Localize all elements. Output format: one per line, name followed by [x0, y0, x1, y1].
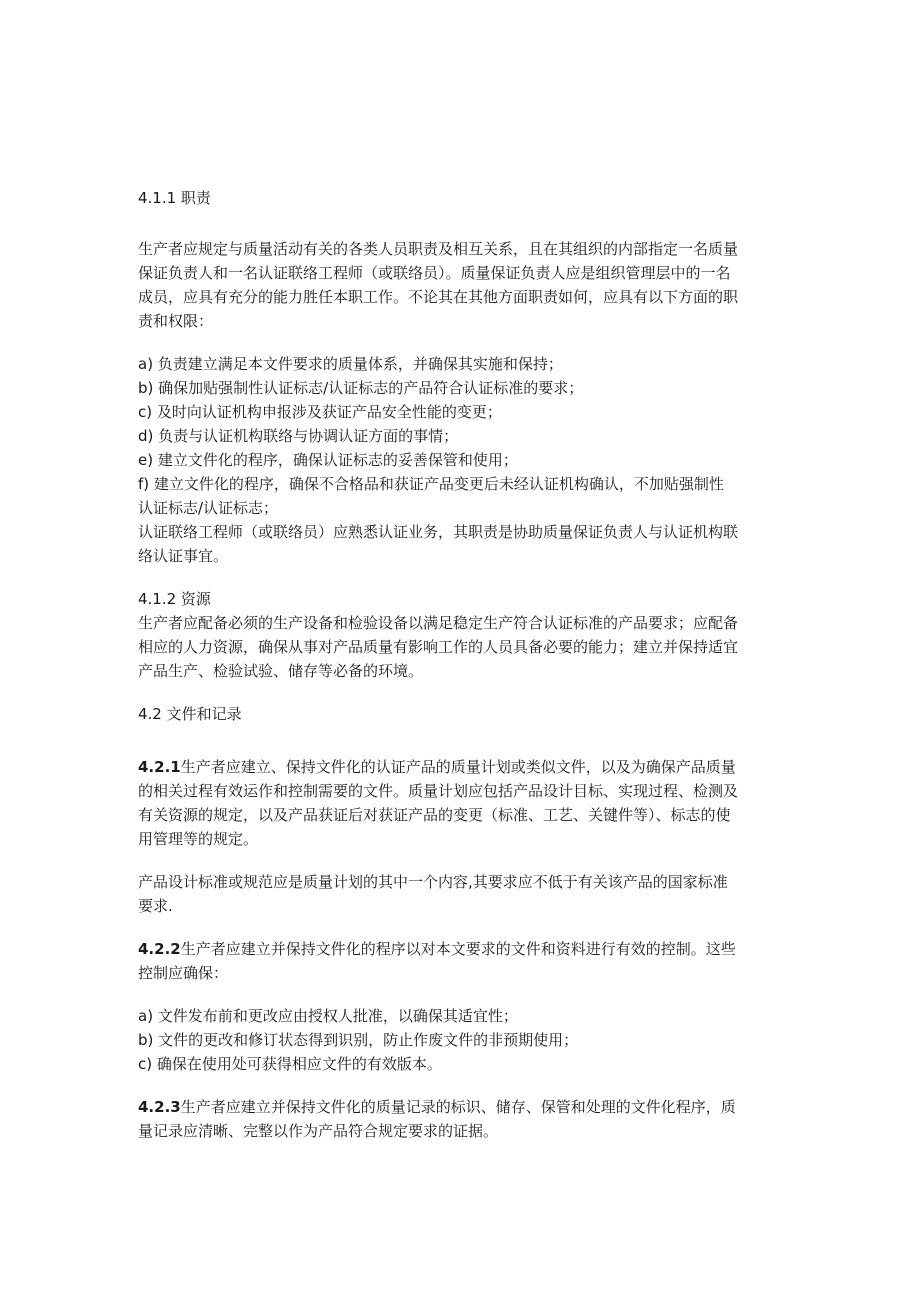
list-item: b) 文件的更改和修订状态得到识别，防止作废文件的非预期使用；: [138, 1031, 579, 1049]
paragraph-line: 产品设计标准或规范应是质量计划的其中一个内容,其要求应不低于有关该产品的国家标准: [138, 873, 728, 891]
clause-number-4-2-2: 4.2.2: [138, 940, 181, 958]
paragraph-line: 有关资源的规定，以及产品获证后对获证产品的变更（标准、工艺、关键件等）、标志的使: [138, 806, 731, 824]
list-item: c) 确保在使用处可获得相应文件的有效版本。: [138, 1055, 442, 1073]
paragraph-line: 生产者应配备必须的生产设备和检验设备以满足稳定生产符合认证标准的产品要求；应配备: [138, 614, 739, 632]
list-item: c) 及时向认证机构申报涉及获证产品安全性能的变更；: [138, 403, 502, 421]
paragraph-text: 生产者应建立并保持文件化的质量记录的标识、储存、保管和处理的文件化程序，质: [180, 1098, 736, 1116]
clause-number-4-2-3: 4.2.3: [138, 1098, 181, 1116]
paragraph-line: 的相关过程有效运作和控制需要的文件。质量计划应包括产品设计目标、实现过程、检测及: [138, 782, 739, 800]
paragraph-line: 认证联络工程师（或联络员）应熟悉认证业务，其职责是协助质量保证负责人与认证机构联: [138, 523, 739, 541]
document-body: [138, 186, 788, 1143]
section-heading-4-2: 4.2 文件和记录: [138, 705, 242, 723]
paragraph-line: 生产者应规定与质量活动有关的各类人员职责及相互关系，且在其组织的内部指定一名质量: [138, 240, 739, 258]
list-item: d) 负责与认证机构联络与协调认证方面的事情；: [138, 427, 459, 445]
section-heading-4-1-1: 4.1.1 职责: [138, 189, 211, 207]
list-item: a) 文件发布前和更改应由授权人批准，以确保其适宜性；: [138, 1007, 518, 1025]
paragraph-line: 责和权限：: [138, 312, 214, 330]
paragraph-line: 产品生产、检验试验、储存等必备的环境。: [138, 662, 424, 680]
paragraph-line: 要求.: [138, 897, 173, 915]
paragraph-line: [138, 1095, 788, 1119]
paragraph-line: 量记录应清晰、完整以作为产品符合规定要求的证据。: [138, 1122, 499, 1140]
list-item: a) 负责建立满足本文件要求的质量体系，并确保其实施和保持；: [138, 355, 563, 373]
paragraph-line: 保证负责人和一名认证联络工程师（或联络员）。质量保证负责人应是组织管理层中的一名: [138, 264, 731, 282]
paragraph-line: [138, 755, 788, 779]
list-item: 认证标志/认证标志；: [138, 499, 279, 517]
paragraph-line: 成员，应具有充分的能力胜任本职工作。不论其在其他方面职责如何，应具有以下方面的职: [138, 288, 739, 306]
list-item: b) 确保加贴强制性认证标志/认证标志的产品符合认证标准的要求；: [138, 379, 584, 397]
section-heading-4-1-2: 4.1.2 资源: [138, 590, 211, 608]
paragraph-text: 生产者应建立、保持文件化的认证产品的质量计划或类似文件，以及为确保产品质量: [180, 758, 736, 776]
list-item: e) 建立文件化的程序，确保认证标志的妥善保管和使用；: [138, 451, 518, 469]
paragraph-line: 络认证事宜。: [138, 547, 229, 565]
clause-number-4-2-1: 4.2.1: [138, 758, 181, 776]
paragraph-line: 用管理等的规定。: [138, 830, 259, 848]
paragraph-line: 控制应确保：: [138, 964, 229, 982]
paragraph-line: 相应的人力资源，确保从事对产品质量有影响工作的人员具备必要的能力；建立并保持适宜: [138, 638, 739, 656]
paragraph-line: [138, 937, 788, 961]
paragraph-text: 生产者应建立并保持文件化的程序以对本文要求的文件和资料进行有效的控制。这些: [180, 940, 736, 958]
list-item: f) 建立文件化的程序，确保不合格品和获证产品变更后未经认证机构确认，不加贴强制性: [138, 475, 724, 493]
